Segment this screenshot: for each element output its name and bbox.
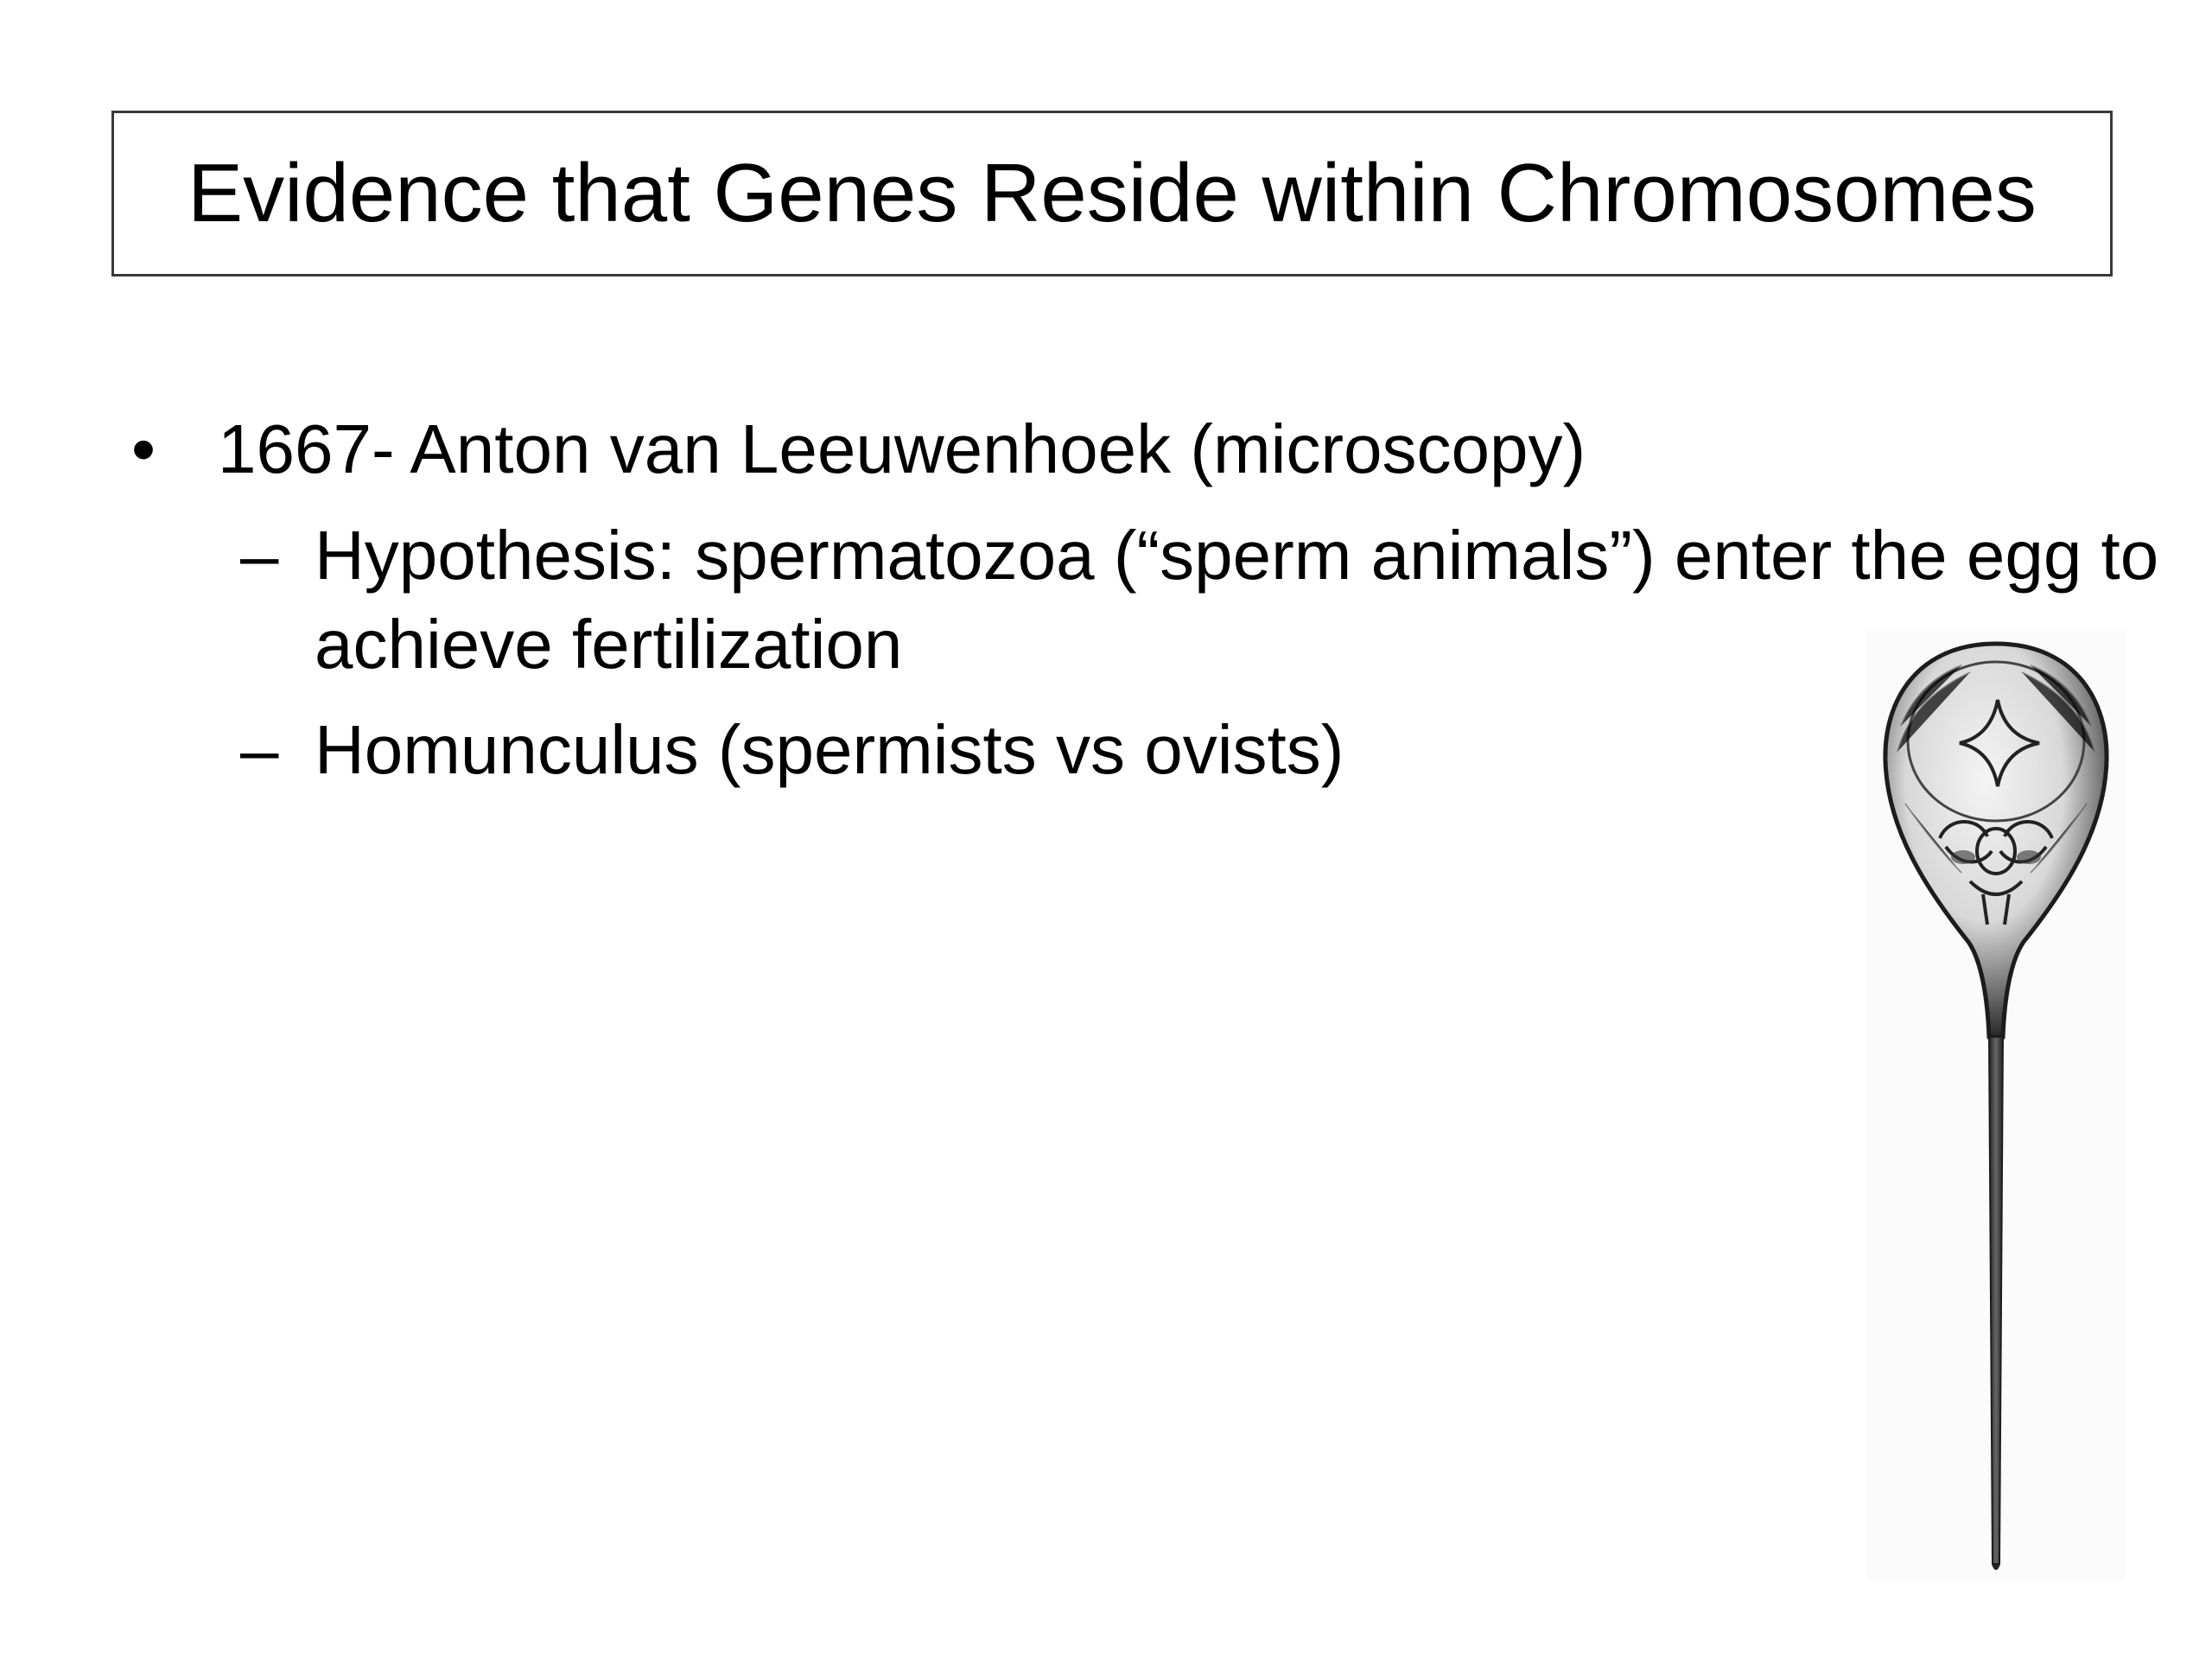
sub-bullet-marker: – — [240, 711, 279, 788]
sub-bullet-marker: – — [240, 517, 279, 594]
sub-bullet-text: Homunculus (spermists vs ovists) — [315, 711, 1344, 788]
bullet-text: 1667- Anton van Leeuwenhoek (microscopy) — [218, 410, 1586, 487]
bullet-marker: • — [131, 410, 156, 487]
sub-bullet-text: Hypothesis: spermatozoa (“sperm animals”) enter the egg to achieve fertilization — [315, 517, 2159, 683]
homunculus-sperm-drawing-icon — [1866, 631, 2126, 1581]
slide-title: Evidence that Genes Reside within Chromosomes — [188, 147, 2037, 239]
title-box — [111, 111, 2113, 276]
